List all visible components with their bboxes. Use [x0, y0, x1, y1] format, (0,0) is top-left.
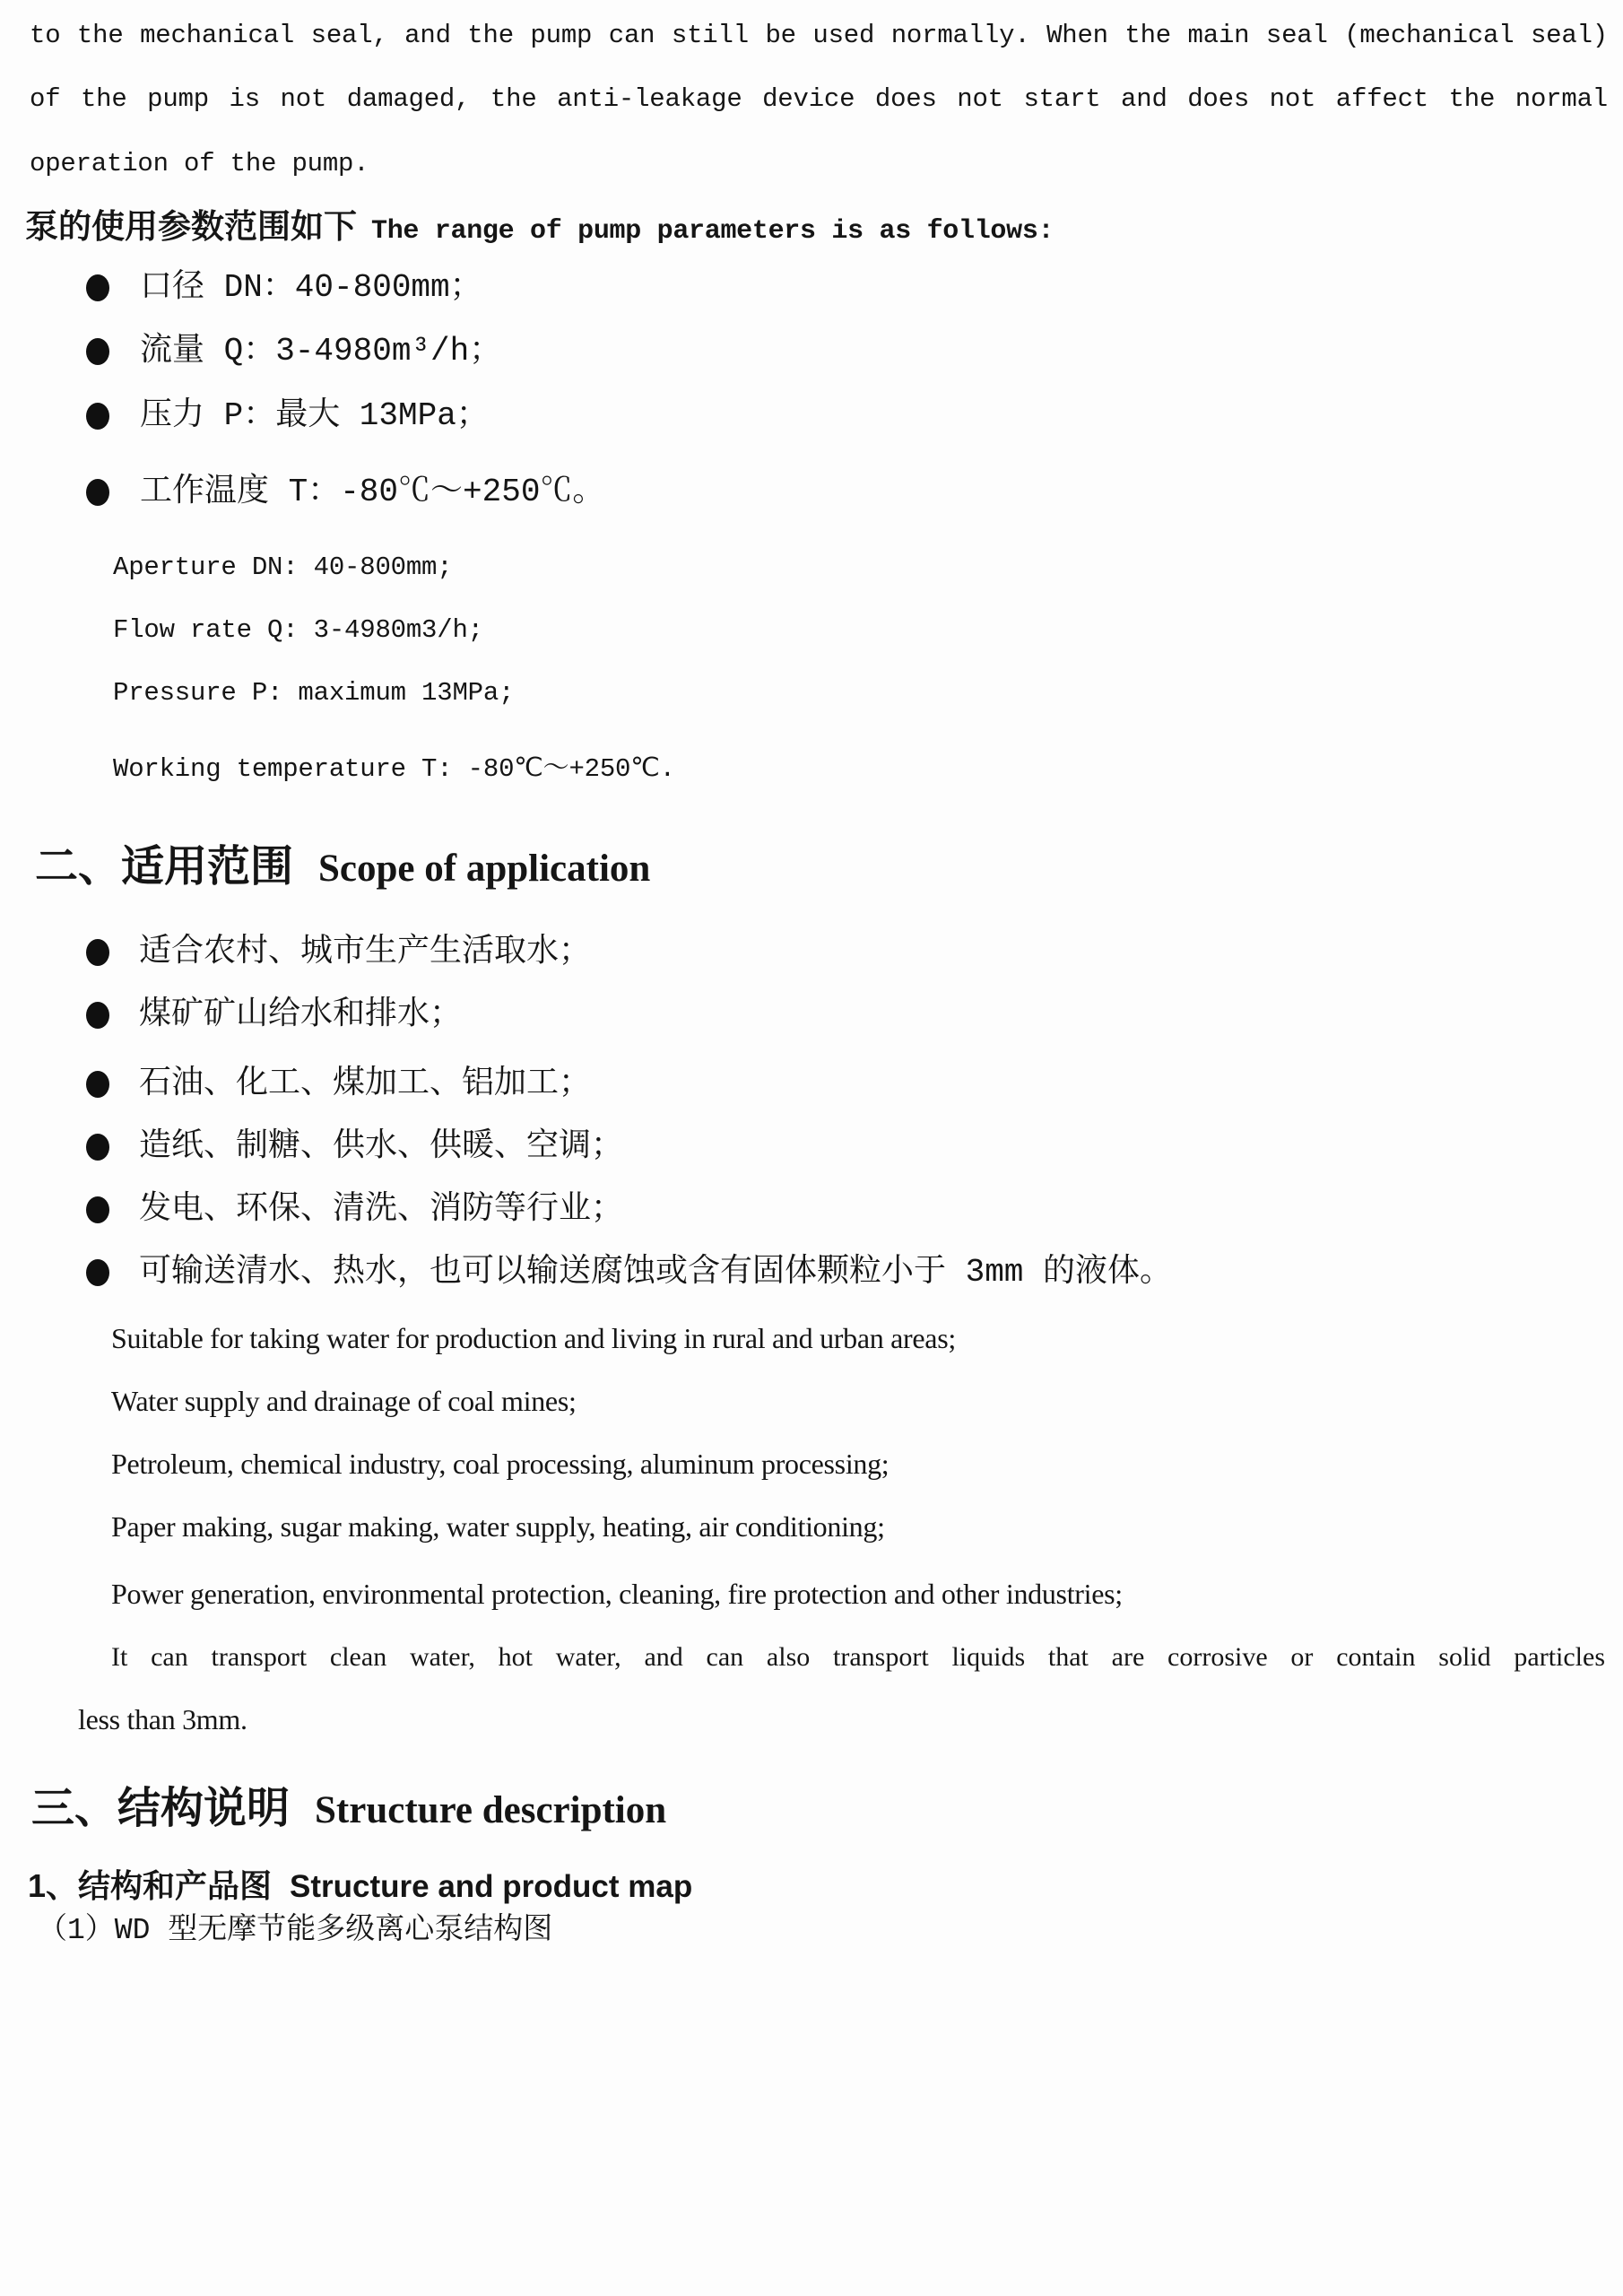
param-bullet-text: 工作温度 T：-80℃～+250℃。 — [140, 474, 605, 510]
param-english-line: Aperture DN: 40-800mm; — [113, 552, 453, 582]
section-heading-structure — [31, 1783, 666, 1835]
param-english-line: Working temperature T: -80℃～+250℃. — [113, 754, 675, 784]
scope-bullet-text: 石油、化工、煤加工、铝加工； — [139, 1065, 592, 1102]
scope-english-line: Paper making, sugar making, water supply, heating, air conditioning; — [111, 1510, 885, 1543]
intro-line: operation of the pump. — [30, 149, 369, 178]
scope-english-line: Power generation, environmental protection, cleaning, fire protection and other industries; — [111, 1578, 1123, 1610]
intro-line: of the pump is not damaged, the anti-leakage device does not start and does not affect the normal — [30, 84, 1608, 114]
scope-english-wrapped-line: less than 3mm. — [78, 1703, 247, 1735]
param-english-line: Flow rate Q: 3-4980m3/h; — [113, 615, 483, 645]
scope-bullet-text: 适合农村、城市生产生活取水； — [139, 934, 592, 970]
scope-bullet-text: 可输送清水、热水，也可以输送腐蚀或含有固体颗粒小于 3mm 的液体。 — [139, 1254, 1173, 1291]
bullet-icon — [86, 403, 109, 430]
figure-caption: （1）WD 型无摩节能多级离心泵结构图 — [38, 1914, 553, 1947]
bullet-icon — [86, 1196, 109, 1223]
scope-bullet-item — [86, 1065, 591, 1103]
subsection-heading-en: Structure and product map — [290, 1869, 693, 1904]
param-bullet-text: 口径 DN：40-800mm； — [140, 269, 482, 306]
scope-english-line: Suitable for taking water for production and living in rural and urban areas; — [111, 1322, 956, 1354]
scope-bullet-text: 造纸、制糖、供水、供暖、空调； — [139, 1128, 624, 1165]
parameters-heading — [25, 208, 1054, 248]
param-bullet-text: 压力 P：最大 13MPa； — [140, 397, 489, 434]
parameters-heading-en: The range of pump parameters is as follows: — [371, 216, 1055, 247]
param-bullet-item — [86, 396, 489, 435]
section-heading-structure-en: Structure description — [315, 1789, 667, 1831]
section-heading-scope — [35, 841, 650, 893]
bullet-icon — [86, 274, 109, 301]
scope-bullet-item — [86, 1127, 623, 1166]
bullet-icon — [86, 1134, 109, 1161]
bullet-icon — [86, 1071, 109, 1098]
intro-line: to the mechanical seal, and the pump can still be used normally. When the main seal (mechanical seal) — [30, 21, 1608, 50]
scope-bullet-item — [86, 996, 462, 1034]
bullet-icon — [86, 1002, 109, 1029]
scope-english-line: Petroleum, chemical industry, coal processing, aluminum processing; — [111, 1448, 890, 1480]
bullet-icon — [86, 1259, 109, 1286]
section-heading-structure-cn: 三、结构说明 — [31, 1785, 291, 1832]
scope-english-wrapped-line: It can transport clean water, hot water, and can also transport liquids that are corrosive or contain solid particles — [111, 1642, 1605, 1672]
parameters-heading-cn: 泵的使用参数范围如下 — [25, 209, 357, 246]
scope-bullet-item — [86, 933, 591, 971]
subsection-heading — [28, 1866, 692, 1906]
section-heading-scope-en: Scope of application — [318, 848, 651, 890]
param-bullet-text: 流量 Q：3-4980m³/h； — [140, 333, 502, 370]
bullet-icon — [86, 939, 109, 966]
param-bullet-item — [86, 473, 604, 511]
subsection-heading-cn: 1、结构和产品图 — [28, 1867, 273, 1904]
scope-bullet-item — [86, 1253, 1172, 1292]
param-bullet-item — [86, 268, 482, 307]
bullet-icon — [86, 479, 109, 506]
param-english-line: Pressure P: maximum 13MPa; — [113, 678, 515, 708]
bullet-icon — [86, 338, 109, 365]
section-heading-scope-cn: 二、适用范围 — [35, 843, 294, 891]
scope-bullet-item — [86, 1190, 623, 1229]
param-bullet-item — [86, 332, 501, 370]
scope-english-line: Water supply and drainage of coal mines; — [111, 1385, 577, 1417]
scope-bullet-text: 发电、环保、清洗、消防等行业； — [139, 1191, 624, 1228]
scope-bullet-text: 煤矿矿山给水和排水； — [139, 996, 463, 1033]
